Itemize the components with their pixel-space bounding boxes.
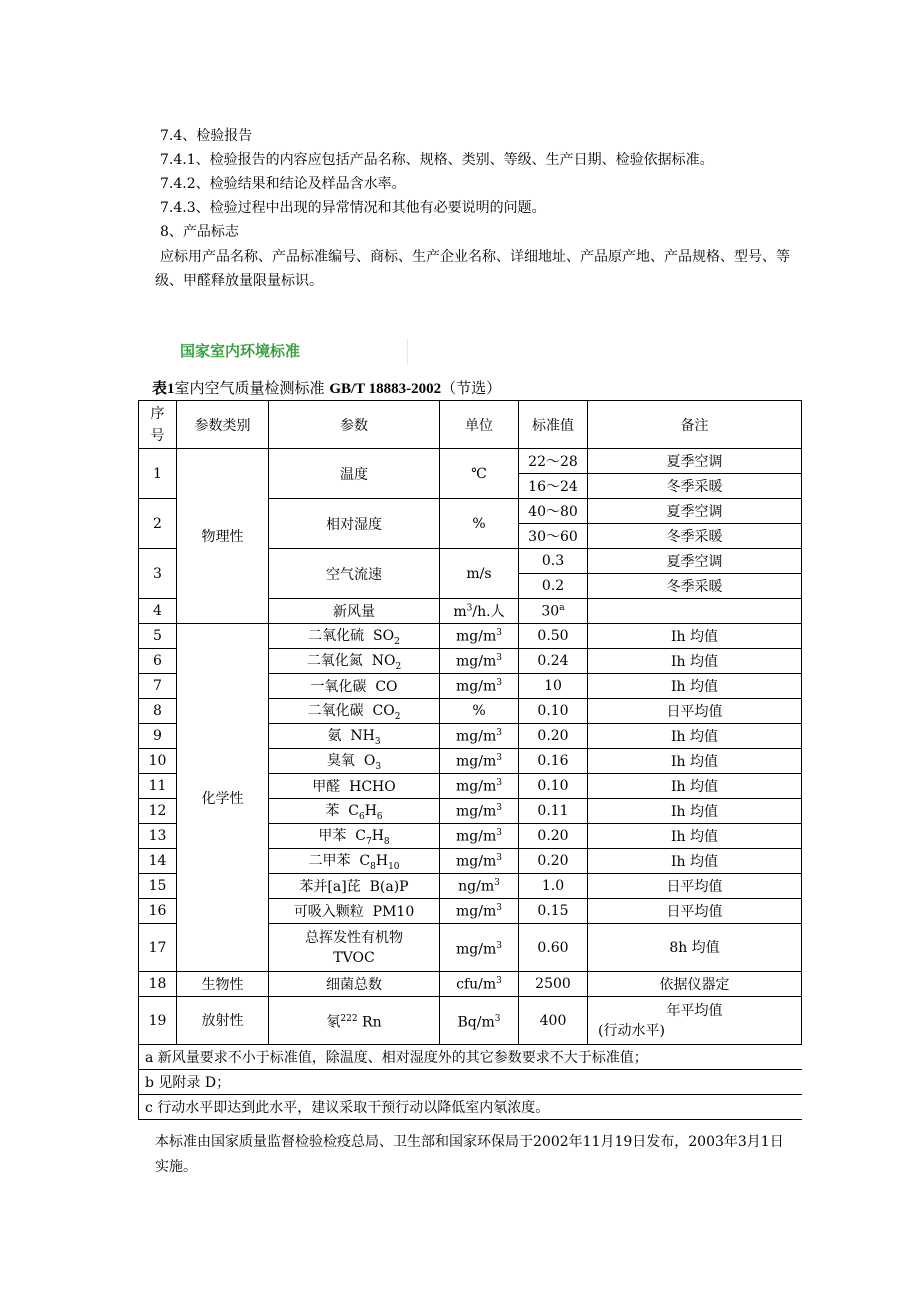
row-unit: $mg/m^3$ <box>440 624 519 649</box>
header-no: 序号 <box>139 401 177 449</box>
row-param: 总挥发性有机物 TVOC <box>269 924 440 972</box>
row-value: 0.2 <box>519 574 588 599</box>
table-row <box>139 972 802 997</box>
row-param: 一氧化碳 CO <box>269 674 440 699</box>
row-no: 11 <box>139 774 177 799</box>
row-value: 0.11 <box>519 799 588 824</box>
row-unit: $mg/m^3$ <box>440 674 519 699</box>
row-remark: Ih 均值 <box>588 774 802 799</box>
row-no: 17 <box>139 924 177 972</box>
row-param: 新风量 <box>269 599 440 624</box>
row-unit: % <box>440 499 519 549</box>
header-remark: 备注 <box>588 401 802 449</box>
row-value: 0.50 <box>519 624 588 649</box>
row-unit: $mg/m^3$ <box>440 849 519 874</box>
row-no: 18 <box>139 972 177 997</box>
row-remark: 8h 均值 <box>588 924 802 972</box>
row-param: 温度 <box>269 449 440 499</box>
header-unit: 单位 <box>440 401 519 449</box>
row-value: 22～28 <box>519 449 588 474</box>
row-remark: 依据仪器定 <box>588 972 802 997</box>
row-no: 8 <box>139 699 177 724</box>
row-unit: $mg/m^3$ <box>440 924 519 972</box>
table-note-row <box>139 1045 802 1070</box>
row-unit: % <box>440 699 519 724</box>
table-caption-prefix: 表1 <box>152 381 175 397</box>
table-note-c: c 行动水平即达到此水平，建议采取干预行动以降低室内氡浓度。 <box>139 1095 802 1120</box>
row-param: 二氧化硫 $SO_2$ <box>269 624 440 649</box>
row-value: 0.20 <box>519 724 588 749</box>
row-value: 30～60 <box>519 524 588 549</box>
row-no: 13 <box>139 824 177 849</box>
row-value: 0.10 <box>519 774 588 799</box>
air-quality-table <box>138 400 802 1120</box>
row-param: 细菌总数 <box>269 972 440 997</box>
row-unit: ℃ <box>440 449 519 499</box>
row-unit: $mg/m^3$ <box>440 724 519 749</box>
intro-line-5: 8、产品标志 <box>160 224 239 240</box>
row-value: 0.15 <box>519 899 588 924</box>
row-remark: 夏季空调 <box>588 549 802 574</box>
row-remark: 年平均值 (行动水平) <box>588 997 802 1045</box>
row-value: 40～80 <box>519 499 588 524</box>
row-remark: Ih 均值 <box>588 724 802 749</box>
intro-line-1: 7.4、检验报告 <box>160 128 253 144</box>
row-remark: 冬季采暖 <box>588 474 802 499</box>
row-unit: $ng/m^3$ <box>440 874 519 899</box>
row-no: 7 <box>139 674 177 699</box>
section-title: 国家室内环境标准 <box>180 342 301 360</box>
row-value: 30$^a$ <box>519 599 588 624</box>
intro-line-2: 7.4.1、检验报告的内容应包括产品名称、规格、类别、等级、生产日期、检验依据标准。 <box>160 152 714 168</box>
row-param: 苯 $C_6H_6$ <box>269 799 440 824</box>
row-remark: 日平均值 <box>588 899 802 924</box>
intro-paragraph: 应标用产品名称、产品标准编号、商标、生产企业名称、详细地址、产品原产地、产品规格、型号、等级、甲醛释放量限量标识。 <box>155 249 790 289</box>
intro-line-4: 7.4.3、检验过程中出现的异常情况和其他有必要说明的问题。 <box>160 200 546 216</box>
header-category: 参数类别 <box>177 401 269 449</box>
row-value: 0.24 <box>519 649 588 674</box>
row-value: 0.10 <box>519 699 588 724</box>
row-no: 16 <box>139 899 177 924</box>
table-caption-title: 室内空气质量检测标准 <box>174 379 325 397</box>
row-value: 0.60 <box>519 924 588 972</box>
row-remark: 冬季采暖 <box>588 574 802 599</box>
row-remark: Ih 均值 <box>588 624 802 649</box>
row-value: 0.20 <box>519 849 588 874</box>
row-no: 10 <box>139 749 177 774</box>
category-radioactive: 放射性 <box>177 997 269 1045</box>
row-value: 0.20 <box>519 824 588 849</box>
row-param: 二甲苯 $C_8H_{10}$ <box>269 849 440 874</box>
table-row <box>139 449 802 474</box>
divider <box>407 338 408 364</box>
row-value: 400 <box>519 997 588 1045</box>
row-unit: cfu/$m^3$ <box>440 972 519 997</box>
row-unit: $mg/m^3$ <box>440 824 519 849</box>
row-value: 10 <box>519 674 588 699</box>
row-unit: m/s <box>440 549 519 599</box>
row-remark: Ih 均值 <box>588 824 802 849</box>
row-param: 臭氧 $O_3$ <box>269 749 440 774</box>
row-remark: 夏季空调 <box>588 449 802 474</box>
table-caption <box>152 377 501 398</box>
row-value: 0.16 <box>519 749 588 774</box>
table-note-a: a 新风量要求不小于标准值，除温度、相对湿度外的其它参数要求不大于标准值； <box>139 1045 802 1070</box>
row-param: 氨 $NH_3$ <box>269 724 440 749</box>
row-param: 氡$^{222}$ Rn <box>269 997 440 1045</box>
row-value: 0.3 <box>519 549 588 574</box>
row-no: 19 <box>139 997 177 1045</box>
header-value: 标准值 <box>519 401 588 449</box>
table-note-row <box>139 1070 802 1095</box>
table-caption-code: GB/T 18883-2002 <box>329 381 442 397</box>
category-physical: 物理性 <box>177 449 269 624</box>
table-note-b: b 见附录 D； <box>139 1070 802 1095</box>
row-param: 甲苯 $C_7H_8$ <box>269 824 440 849</box>
row-unit: $mg/m^3$ <box>440 799 519 824</box>
row-remark: 日平均值 <box>588 699 802 724</box>
row-unit: $mg/m^3$ <box>440 774 519 799</box>
row-no: 9 <box>139 724 177 749</box>
row-remark: Ih 均值 <box>588 799 802 824</box>
row-unit: $mg/m^3$ <box>440 649 519 674</box>
row-remark <box>588 599 802 624</box>
row-unit: $mg/m^3$ <box>440 899 519 924</box>
row-remark: 冬季采暖 <box>588 524 802 549</box>
header-param: 参数 <box>269 401 440 449</box>
row-param: 苯并[a]芘 B(a)P <box>269 874 440 899</box>
table-caption-suffix: （节选） <box>441 379 502 397</box>
row-param: 二氧化碳 $CO_2$ <box>269 699 440 724</box>
row-unit: $mg/m^3$ <box>440 749 519 774</box>
row-unit: $m^3/h$.人 <box>440 599 519 624</box>
row-no: 3 <box>139 549 177 599</box>
row-no: 1 <box>139 449 177 499</box>
row-no: 12 <box>139 799 177 824</box>
row-no: 2 <box>139 499 177 549</box>
row-no: 6 <box>139 649 177 674</box>
row-remark: Ih 均值 <box>588 749 802 774</box>
row-param: 二氧化氮 $NO_2$ <box>269 649 440 674</box>
row-value: 2500 <box>519 972 588 997</box>
row-param: 相对湿度 <box>269 499 440 549</box>
table-row <box>139 624 802 649</box>
table-header-row <box>139 401 802 449</box>
category-biological: 生物性 <box>177 972 269 997</box>
row-unit: $Bq/m^3$ <box>440 997 519 1045</box>
footer-text: 本标准由国家质量监督检验检疫总局、卫生部和国家环保局于2002年11月19日发布，2003年3月1日实施。 <box>155 1134 784 1175</box>
row-remark: Ih 均值 <box>588 849 802 874</box>
row-remark: Ih 均值 <box>588 674 802 699</box>
row-no: 15 <box>139 874 177 899</box>
row-no: 4 <box>139 599 177 624</box>
row-param: 甲醛 HCHO <box>269 774 440 799</box>
table-row <box>139 997 802 1045</box>
row-value: 16～24 <box>519 474 588 499</box>
row-remark: 夏季空调 <box>588 499 802 524</box>
category-chemical: 化学性 <box>177 624 269 972</box>
row-param: 空气流速 <box>269 549 440 599</box>
row-value: 1.0 <box>519 874 588 899</box>
row-no: 14 <box>139 849 177 874</box>
row-remark: 日平均值 <box>588 874 802 899</box>
row-remark: Ih 均值 <box>588 649 802 674</box>
intro-line-3: 7.4.2、检验结果和结论及样品含水率。 <box>160 176 406 192</box>
row-no: 5 <box>139 624 177 649</box>
row-param: 可吸入颗粒 PM10 <box>269 899 440 924</box>
table-note-row <box>139 1095 802 1120</box>
